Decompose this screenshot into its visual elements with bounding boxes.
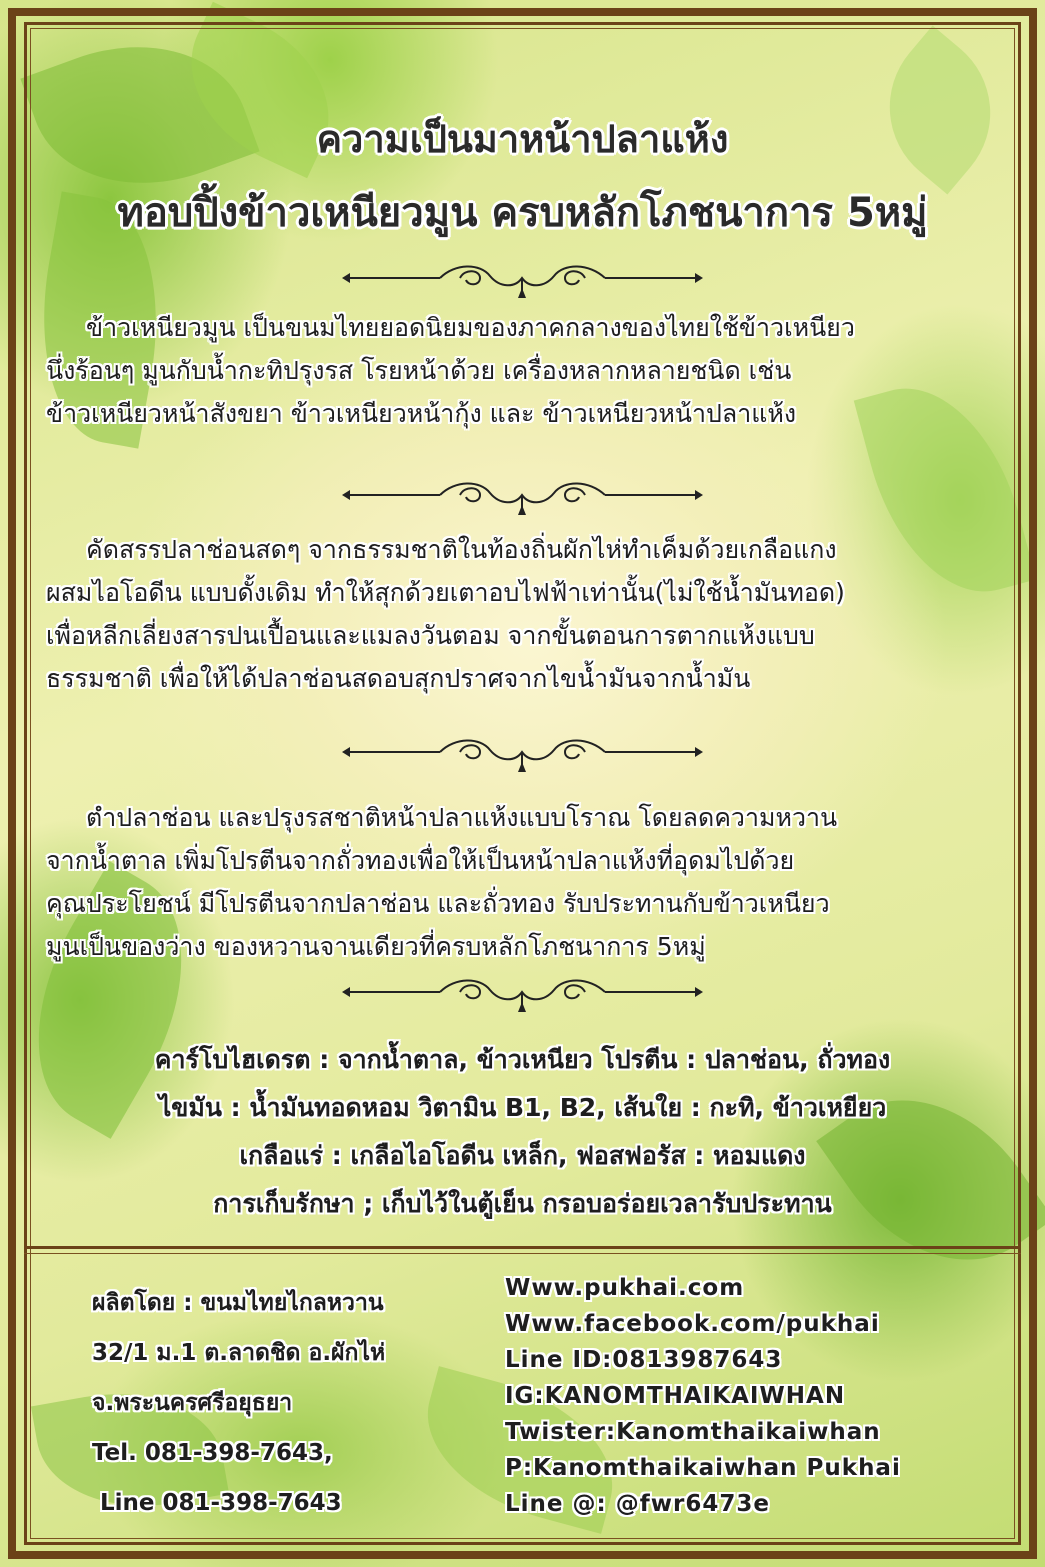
paragraph-line: ผสมไอโอดีน แบบดั้งเดิม ทำให้สุกด้วยเตาอบไฟฟ้าเท่านั้น(ไม่ใช้น้ำมันทอด): [46, 578, 845, 607]
paragraph-line: คุณประโยชน์ มีโปรตีนจากปลาช่อน และถั่วทอง รับประทานกับข้าวเหนียว: [46, 889, 830, 918]
ornament-divider: [340, 972, 705, 1014]
line-official-account: Line @: @fwr6473e: [505, 1491, 770, 1517]
page-title-line-1: ความเป็นมาหน้าปลาแห้ง: [316, 117, 729, 161]
maker-line: Tel. 081-398-7643,: [92, 1440, 333, 1466]
paragraph-line: ข้าวเหนียวหน้าสังขยา ข้าวเหนียวหน้ากุ้ง และ ข้าวเหนียวหน้าปลาแห้ง: [46, 399, 797, 428]
paragraph-line: เพื่อหลีกเลี่ยงสารปนเปื้อนและแมลงวันตอม จากขั้นตอนการตากแห้งแบบ: [46, 621, 815, 650]
instagram-handle: IG:KANOMTHAIKAIWHAN: [505, 1383, 846, 1409]
twitter-handle: Twister:Kanomthaikaiwhan: [505, 1419, 881, 1445]
maker-line: Line 081-398-7643: [92, 1490, 342, 1516]
intro-paragraph: [46, 306, 996, 435]
paragraph-line: คัดสรรปลาช่อนสดๆ จากธรรมชาติในท้องถิ่นผักไห่ทำเค็มด้วยเกลือแกง: [86, 535, 837, 564]
nutrition-facts: [40, 1036, 1005, 1228]
recipe-paragraph: [46, 796, 996, 968]
line-id: Line ID:0813987643: [505, 1347, 783, 1373]
ornament-divider: [340, 732, 705, 774]
process-paragraph: [46, 528, 996, 700]
facebook-page: P:Kanomthaikaiwhan Pukhai: [505, 1455, 901, 1481]
paragraph-line: นึ่งร้อนๆ มูนกับน้ำกะทิปรุงรส โรยหน้าด้วย เครื่องหลากหลายชนิด เช่น: [46, 356, 792, 385]
nutrition-line: คาร์โบไฮเดรต : จากน้ำตาล, ข้าวเหนียว โปรตีน : ปลาช่อน, ถั่วทอง: [154, 1045, 891, 1074]
contact-info: [505, 1270, 1005, 1522]
paragraph-line: จากน้ำตาล เพิ่มโปรตีนจากถั่วทองเพื่อให้เป็นหน้าปลาแห้งที่อุดมไปด้วย: [46, 846, 795, 875]
maker-line: ผลิตโดย : ขนมไทยไกลหวาน: [92, 1290, 384, 1316]
maker-line: 32/1 ม.1 ต.ลาดชิด อ.ผักไห่: [92, 1340, 386, 1366]
paragraph-line: ธรรมชาติ เพื่อให้ได้ปลาช่อนสดอบสุกปราศจากไขน้ำมันจากน้ำมัน: [46, 664, 751, 693]
ornament-divider: [340, 258, 705, 300]
page-title-line-2: ทอบปิ้งข้าวเหนียวมูน ครบหลักโภชนาการ 5หมู่: [117, 190, 928, 236]
nutrition-line: เกลือแร่ : เกลือไอโอดีน เหล็ก, ฟอสฟอรัส : หอมแดง: [239, 1141, 806, 1170]
nutrition-line: ไขมัน : น้ำมันทอดหอม วิตามิน B1, B2, เส้นใย : กะทิ, ข้าวเหยียว: [158, 1093, 887, 1122]
paragraph-line: ข้าวเหนียวมูน เป็นขนมไทยยอดนิยมของภาคกลางของไทยใช้ข้าวเหนียว: [86, 313, 855, 342]
nutrition-line: การเก็บรักษา ; เก็บไว้ในตู้เย็น กรอบอร่อยเวลารับประทาน: [213, 1189, 832, 1218]
maker-info: [92, 1278, 492, 1528]
maker-line: จ.พระนครศรีอยุธยา: [92, 1390, 293, 1416]
ornament-divider: [340, 475, 705, 517]
website-link[interactable]: Www.pukhai.com: [505, 1275, 745, 1301]
paragraph-line: ตำปลาช่อน และปรุงรสชาติหน้าปลาแห้งแบบโราณ โดยลดความหวาน: [86, 803, 838, 832]
facebook-link[interactable]: Www.facebook.com/pukhai: [505, 1311, 880, 1337]
paragraph-line: มูนเป็นของว่าง ของหวานจานเดียวที่ครบหลักโภชนาการ 5หมู่: [46, 932, 706, 961]
footer-divider-thin: [24, 1253, 1021, 1254]
footer-divider: [24, 1246, 1021, 1249]
